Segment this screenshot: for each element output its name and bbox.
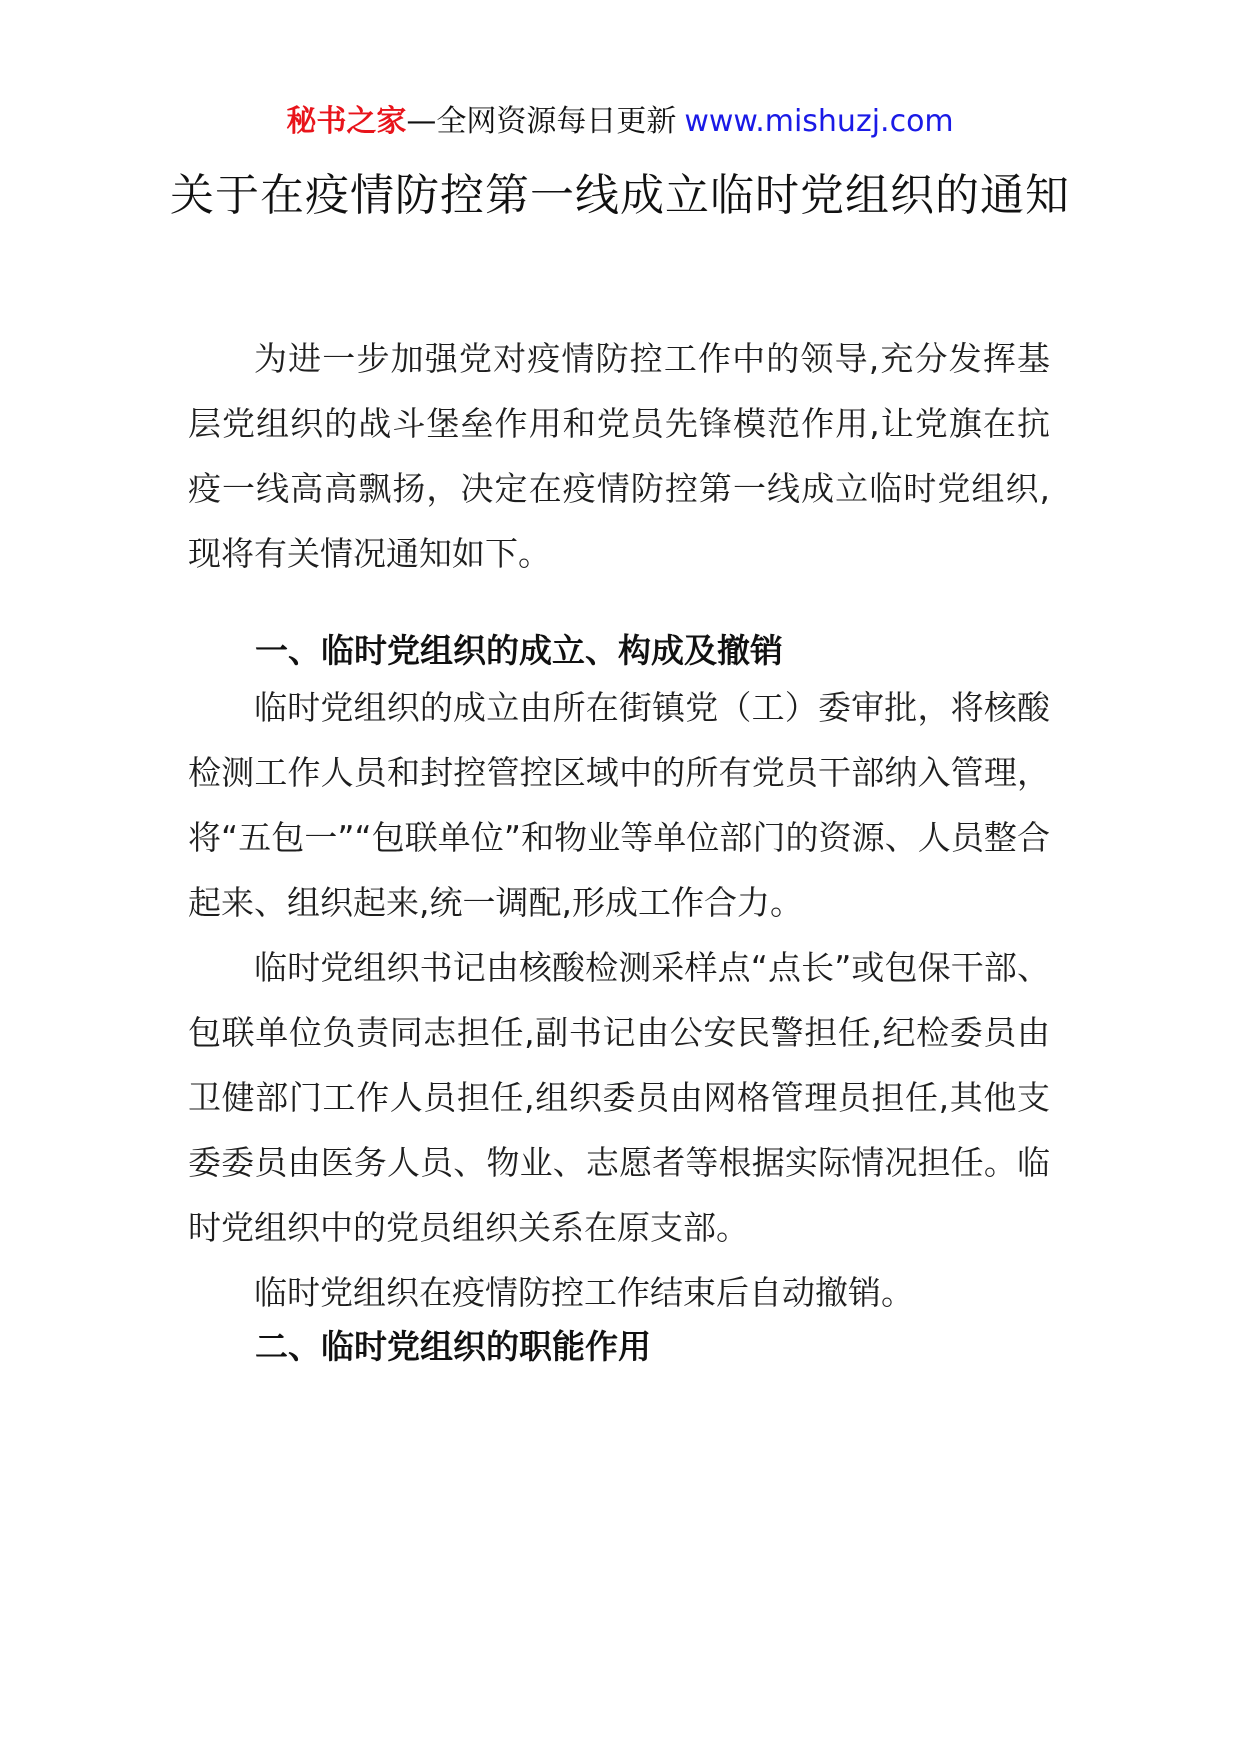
section-heading-1: 一、临时党组织的成立、构成及撤销 <box>255 631 783 670</box>
intro-paragraph: 为进一步加强党对疫情防控工作中的领导,充分发挥基层党组织的战斗堡垒作用和党员先锋模范作用,让党旗在抗疫一线高高飘扬，决定在疫情防控第一线成立临时党组织,现将有关情况通知如下。 <box>188 339 1050 573</box>
brand-name: 秘书之家 <box>286 104 407 139</box>
document-title: 关于在疫情防控第一线成立临时党组织的通知 <box>170 170 1070 221</box>
section1-paragraph-3: 临时党组织在疫情防控工作结束后自动撤销。 <box>254 1273 914 1312</box>
site-url-link[interactable]: www.mishuzj.com <box>684 104 954 139</box>
section-heading-2: 二、临时党组织的职能作用 <box>255 1327 651 1366</box>
section1-paragraph-1: 临时党组织的成立由所在街镇党（工）委审批，将核酸检测工作人员和封控管控区域中的所有党员干部纳入管理，将“五包一”“包联单位”和物业等单位部门的资源、人员整合起来、组织起来,统一调配,形成工作合力。 <box>188 688 1050 922</box>
site-header <box>0 100 1240 144</box>
section1-body <box>188 675 1050 1325</box>
intro-block <box>188 326 1050 586</box>
header-slogan: —全网资源每日更新 <box>406 104 677 139</box>
section1-paragraph-2: 临时党组织书记由核酸检测采样点“点长”或包保干部、包联单位负责同志担任,副书记由公安民警担任,纪检委员由卫健部门工作人员担任,组织委员由网格管理员担任,其他支委委员由医务人员、物业、志愿者等根据实际情况担任。临时党组织中的党员组织关系在原支部。 <box>188 948 1050 1247</box>
